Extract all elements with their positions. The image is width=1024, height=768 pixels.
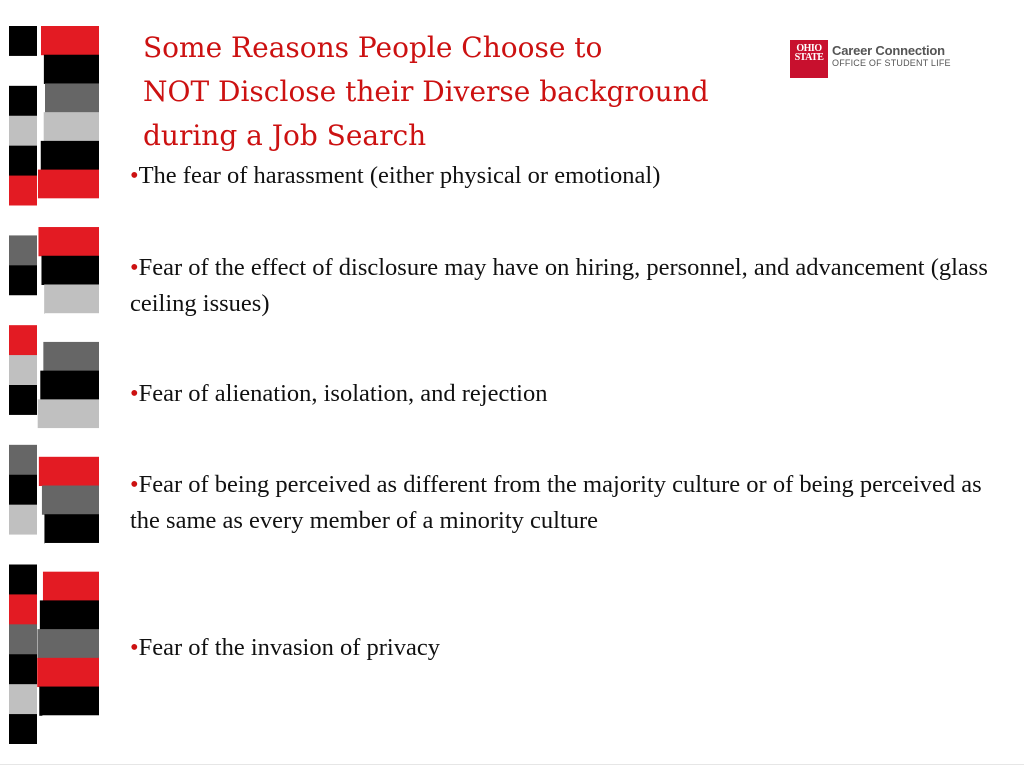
bullet-item (130, 630, 1005, 666)
footer-divider (0, 764, 1024, 765)
career-connection-logo (790, 40, 950, 80)
bullet-marker: • (130, 254, 139, 281)
bullet-text: Fear of alienation, isolation, and rejection (138, 380, 548, 407)
bullet-text: Fear of the effect of disclosure may have on hiring, personnel, and advancement (glass ceiling issues) (130, 254, 988, 317)
stripe-block (44, 514, 99, 543)
stripe-block (9, 415, 37, 445)
bullet-item (130, 467, 1005, 539)
stripe-block (41, 26, 99, 55)
stripe-block (40, 371, 99, 400)
stripe-block (9, 684, 37, 714)
stripe-block (41, 256, 99, 285)
logo-subtitle: OFFICE OF STUDENT LIFE (832, 58, 951, 68)
stripe-block (38, 170, 99, 199)
stripe-block (37, 198, 99, 227)
stripe-block (9, 385, 37, 415)
stripe-block (45, 543, 99, 572)
stripe-block (9, 146, 37, 176)
stripe-block (39, 687, 99, 716)
stripe-block (9, 325, 37, 355)
stripe-block (9, 176, 37, 206)
stripe-block (41, 141, 99, 170)
stripe-block (40, 600, 99, 629)
stripe-block (9, 624, 37, 654)
bullet-item (130, 376, 1005, 412)
seal-word-state: STATE (794, 52, 824, 63)
logo-name: Career Connection (832, 43, 945, 58)
stripe-block (9, 654, 37, 684)
stripe-block (45, 313, 99, 342)
stripe-block (9, 235, 37, 265)
stripe-block (9, 56, 37, 86)
bullet-marker: • (130, 634, 139, 661)
slide-title (143, 26, 763, 158)
stripe-block (39, 457, 99, 486)
stripe-block (44, 112, 99, 141)
stripe-block (9, 265, 37, 295)
logo-text (832, 43, 951, 69)
bullet-marker: • (130, 471, 139, 498)
stripe-block (9, 714, 37, 744)
stripe-block (9, 594, 37, 624)
stripe-block (37, 658, 99, 687)
stripe-block (42, 715, 99, 744)
bullet-text: The fear of harassment (either physical or emotional) (138, 162, 661, 189)
stripe-block (9, 26, 37, 56)
stripe-block (9, 116, 37, 146)
ohio-state-seal (790, 40, 828, 78)
stripe-block (9, 206, 37, 236)
stripe-block (9, 86, 37, 116)
stripe-block (9, 355, 37, 385)
stripe-block (9, 295, 37, 325)
bullet-text: Fear of being perceived as different from the majority culture or of being perceived as the same as every member of a minority culture (130, 471, 982, 534)
stripe-block (9, 505, 37, 535)
stripe-block (9, 565, 37, 595)
bullet-item (130, 250, 1005, 322)
bullet-text: Fear of the invasion of privacy (138, 634, 440, 661)
stripe-block (38, 227, 99, 256)
bullet-item (130, 158, 1005, 194)
bullet-marker: • (130, 380, 139, 407)
seal-word-ohio: OHIO (796, 43, 822, 54)
bullet-marker: • (130, 162, 139, 189)
decorative-stripe-column (7, 26, 117, 744)
stripe-block (45, 83, 99, 112)
stripe-block (44, 55, 99, 84)
stripe-block (43, 572, 99, 601)
title-line-2: NOT Disclose their Diverse background (143, 75, 709, 108)
stripe-block (42, 486, 99, 515)
stripe-block (9, 445, 37, 475)
stripe-block (37, 428, 99, 457)
stripe-block (38, 399, 99, 428)
stripe-block (44, 284, 99, 313)
title-line-1: Some Reasons People Choose to (143, 31, 603, 64)
stripe-block (43, 342, 99, 371)
title-line-3: during a Job Search (143, 119, 427, 152)
stripe-block (9, 535, 37, 565)
stripe-block (37, 629, 99, 658)
stripe-block (9, 475, 37, 505)
